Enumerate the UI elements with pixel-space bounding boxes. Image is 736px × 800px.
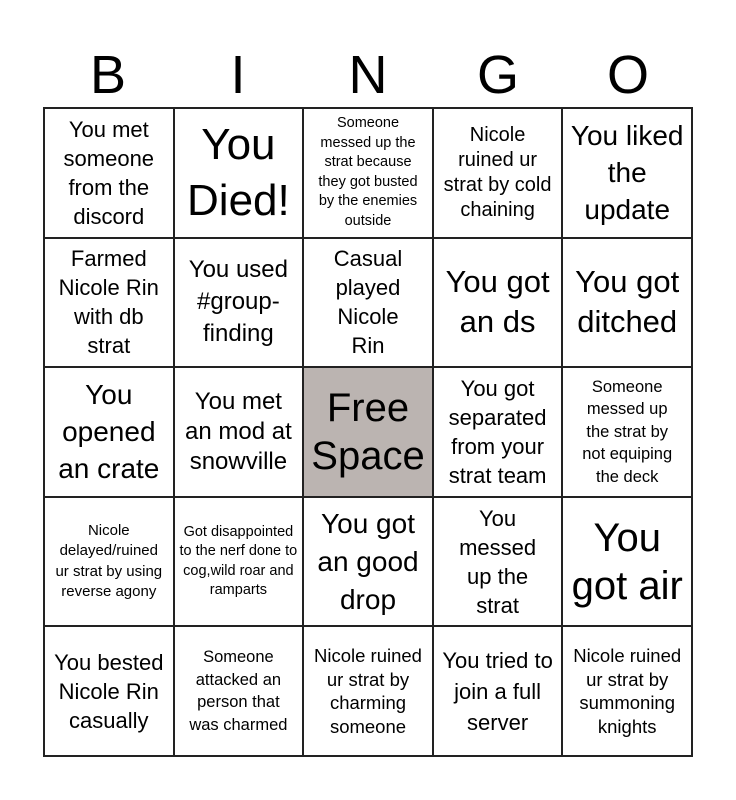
bingo-cell[interactable]: [44, 367, 174, 497]
header-letter-n: N: [348, 45, 388, 105]
bingo-cell[interactable]: [433, 626, 563, 756]
bingo-cell[interactable]: [562, 367, 692, 497]
bingo-cell[interactable]: [562, 108, 692, 238]
cell-text: You got ditched: [575, 264, 680, 340]
bingo-cell[interactable]: [303, 108, 433, 238]
free-space-cell[interactable]: [303, 367, 433, 497]
cell-text: You tried to join a full server: [442, 647, 553, 735]
cell-text: You Died!: [187, 119, 290, 225]
bingo-cell[interactable]: [303, 238, 433, 368]
cell-text: You got an ds: [445, 264, 550, 340]
cell-text: You met an mod at snowville: [185, 387, 292, 475]
cell-text: Someone messed up the strat because they got busted by the enemies outside: [318, 115, 418, 229]
bingo-cell[interactable]: [433, 497, 563, 627]
bingo-cell[interactable]: [44, 108, 174, 238]
cell-text: You used #group-finding: [188, 256, 288, 348]
cell-text: You messed up the strat: [459, 505, 537, 618]
cell-text: Someone messed up the strat by not equiping the deck: [582, 377, 673, 486]
bingo-cell[interactable]: [433, 108, 563, 238]
bingo-cell[interactable]: [562, 497, 692, 627]
cell-text: You met someone from the discord: [63, 116, 155, 229]
bingo-cell[interactable]: [303, 626, 433, 756]
bingo-cell[interactable]: [433, 367, 563, 497]
cell-text: You bested Nicole Rin casually: [54, 649, 164, 733]
cell-text: You liked the update: [570, 120, 684, 226]
bingo-cell[interactable]: [44, 626, 174, 756]
cell-text: Nicole ruined ur strat by charming someone: [314, 645, 422, 737]
bingo-cell[interactable]: [433, 238, 563, 368]
cell-text: Free Space: [311, 385, 425, 478]
cell-text: Nicole ruined ur strat by cold chaining: [443, 123, 552, 221]
cell-text: Farmed Nicole Rin with db strat: [58, 246, 159, 359]
header-letter-g: G: [476, 45, 519, 105]
bingo-cell[interactable]: [562, 626, 692, 756]
bingo-cell[interactable]: [174, 238, 304, 368]
cell-text: Someone attacked an person that was charmed: [189, 648, 288, 734]
bingo-cell[interactable]: [174, 108, 304, 238]
bingo-cell[interactable]: [174, 367, 304, 497]
bingo-cell[interactable]: [562, 238, 692, 368]
header-letter-b: B: [89, 45, 127, 105]
bingo-cell[interactable]: [303, 497, 433, 627]
bingo-cell[interactable]: [44, 497, 174, 627]
cell-text: You got separated from your strat team: [448, 375, 547, 488]
bingo-card-grid: [43, 107, 693, 757]
cell-text: You got air: [571, 515, 683, 608]
cell-text: Nicole delayed/ruined ur strat by using reverse agony: [55, 521, 163, 601]
bingo-cell[interactable]: [174, 497, 304, 627]
cell-text: You opened an crate: [58, 379, 160, 485]
bingo-cell[interactable]: [44, 238, 174, 368]
cell-text: Nicole ruined ur strat by summoning knights: [573, 645, 682, 737]
header-letter-i: I: [230, 45, 246, 105]
cell-text: Got disappointed to the nerf done to cog,wild roar and ramparts: [179, 523, 298, 599]
bingo-header: [43, 42, 693, 108]
cell-text: Casual played Nicole Rin: [333, 246, 403, 359]
bingo-cell[interactable]: [174, 626, 304, 756]
header-letter-o: O: [606, 45, 649, 105]
cell-text: You got an good drop: [317, 507, 419, 615]
